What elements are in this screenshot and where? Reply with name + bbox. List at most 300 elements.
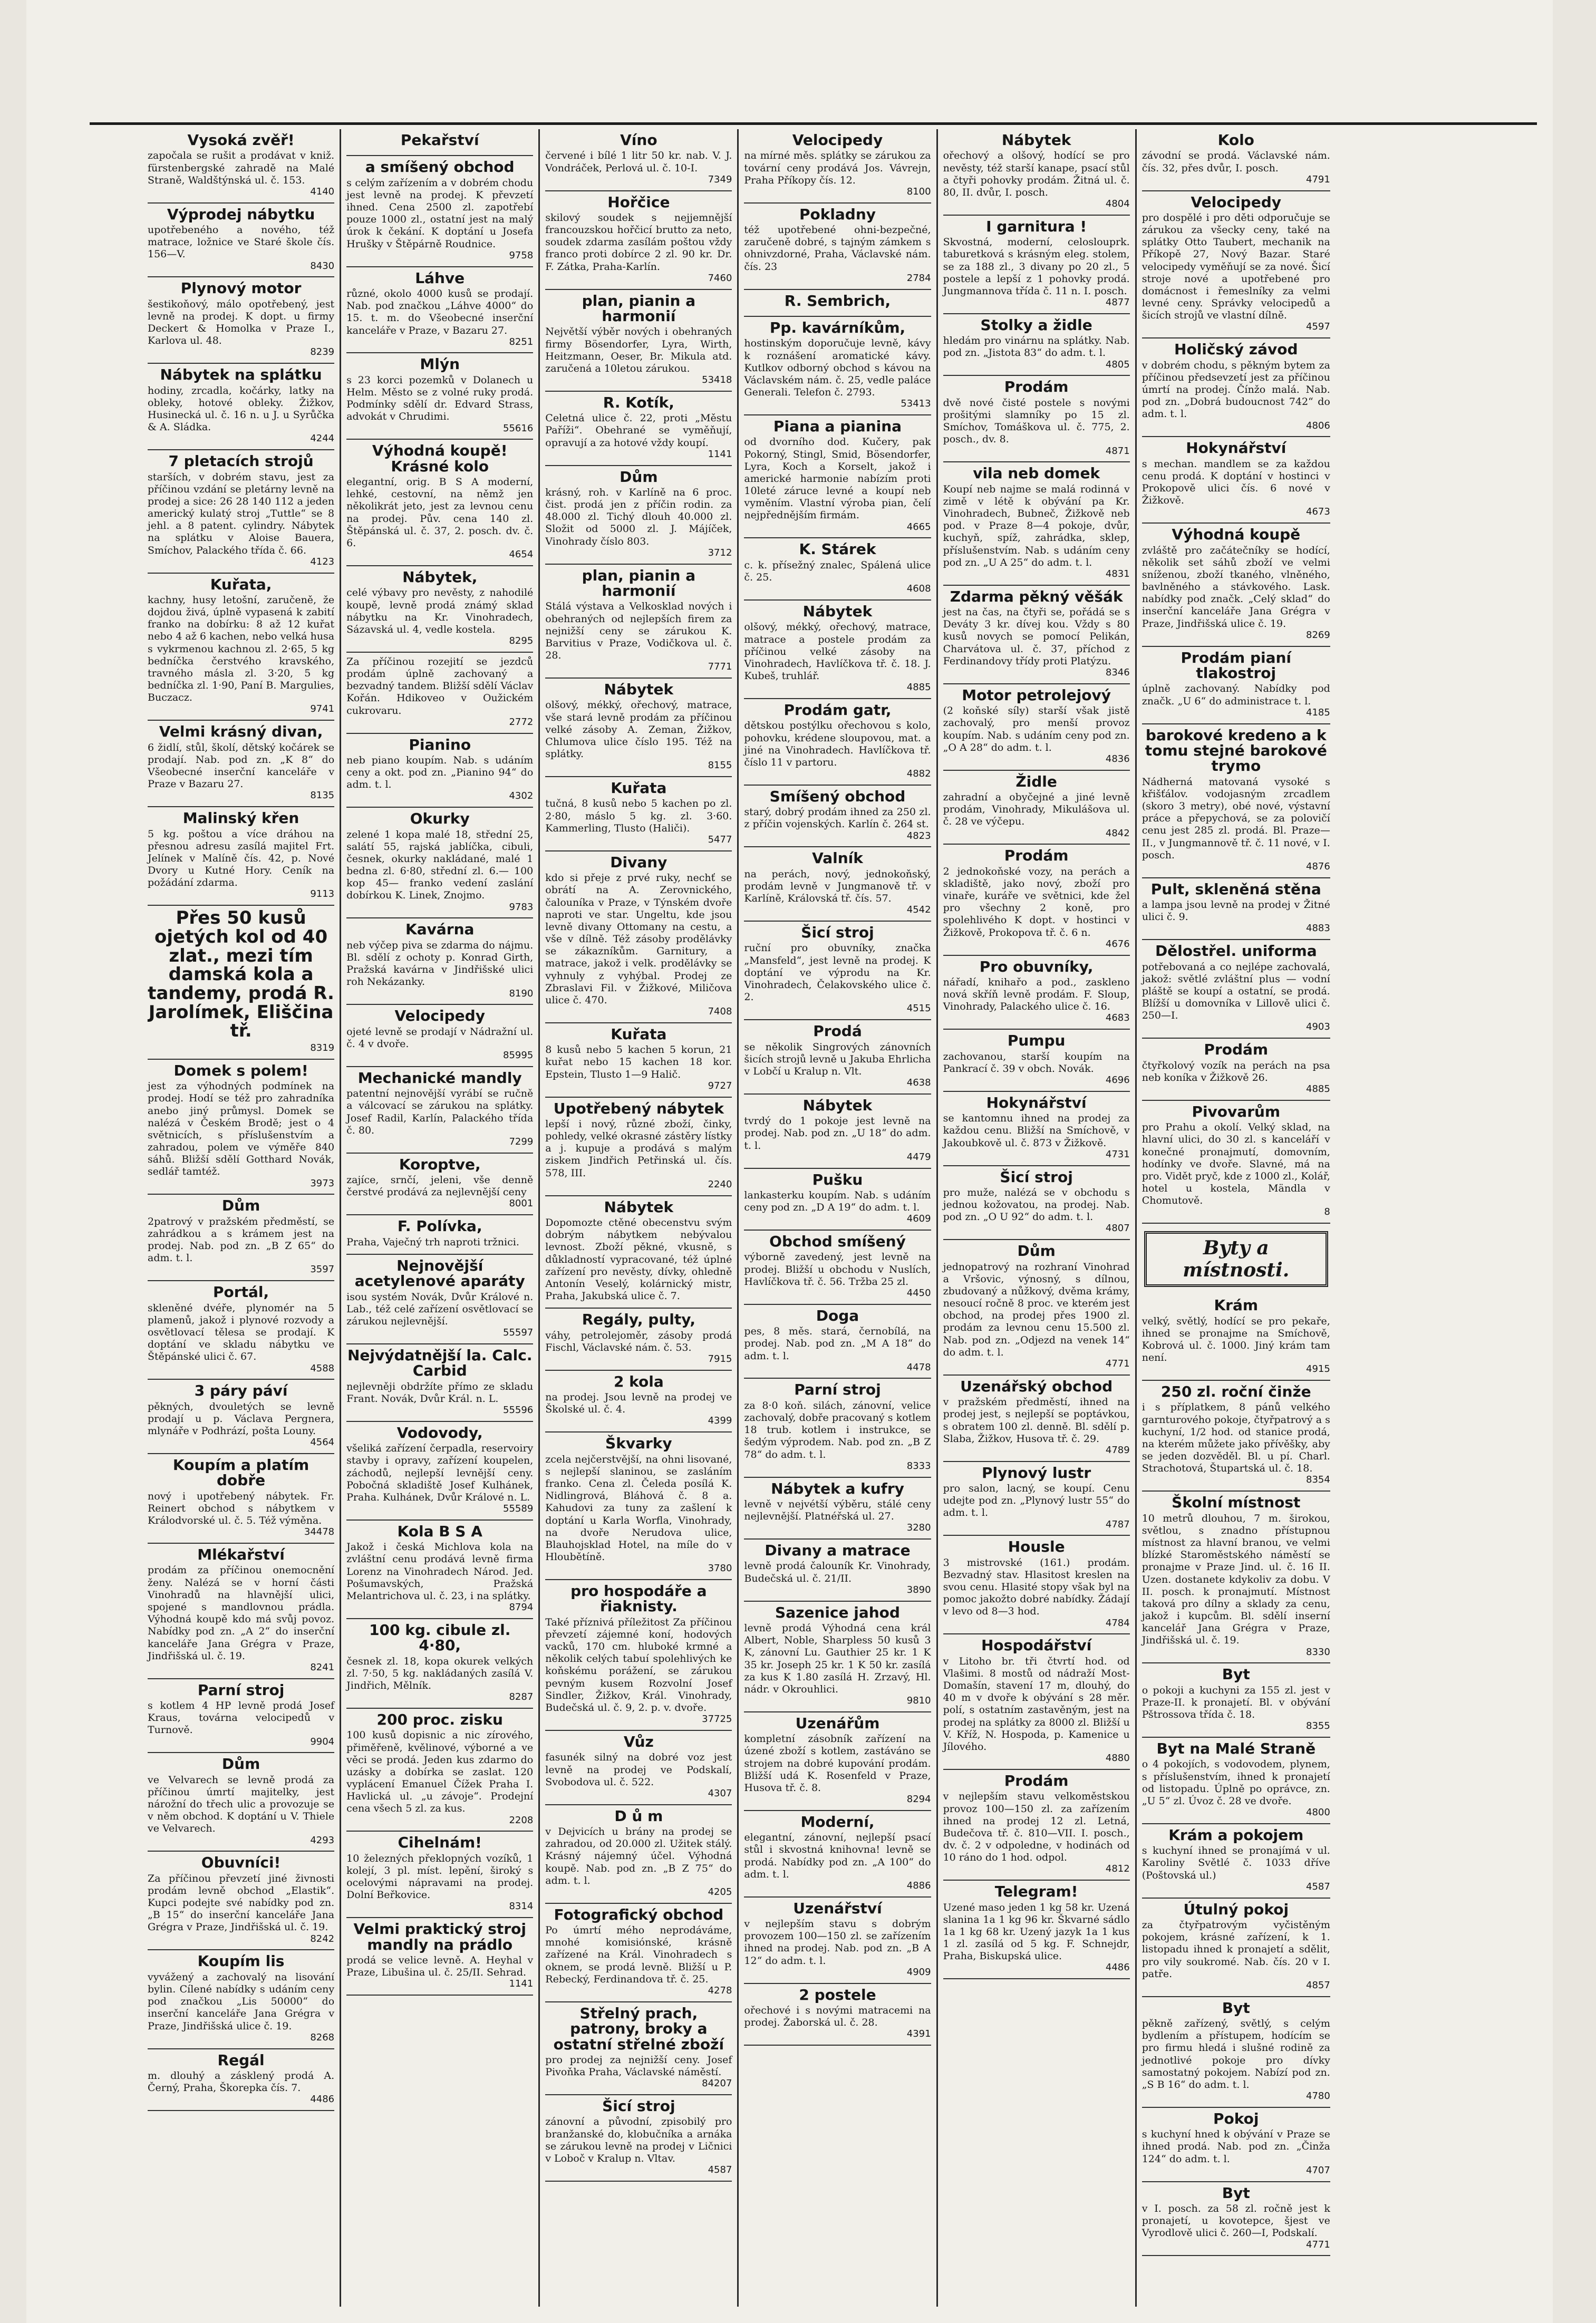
ad-number: 4787 (1105, 1518, 1130, 1530)
classified-ad (346, 653, 533, 734)
ad-number: 4587 (708, 2164, 732, 2176)
classified-ad (943, 1240, 1130, 1376)
ad-body: Po úmrtí mého neprodáváme, mnohé komisiónské, krásně zařízené na Král. Vinohradech s oknem, se prodá levně. Bližší u P. Rebecký, Ferdinandova tř. č. 25. (545, 1924, 732, 1985)
ad-body: 6 židlí, stůl, školí, dětský kočárek se prodají. Nab. pod zn. „K 8“ do Všeobecné inserční kanceláře v Praze v Bazaru 27. (148, 741, 335, 790)
ad-number: 4885 (906, 682, 931, 693)
classified-ad (346, 1005, 533, 1067)
classified-ad (545, 679, 732, 777)
ad-body: dvě nové čisté postele s novými prošitými slamníky po 15 zl. Smíchov, Tomáškova ul. č. 775, 2. posch., dv. 8. (943, 396, 1130, 446)
classified-ad (545, 565, 732, 679)
ad-body: zánovní a původní, zpisobilý pro branžanské do, klobučníka a arnáka se zárukou levně na prodej v Ličnici v Loboč v Kralup n. Vltav. (545, 2116, 732, 2164)
ad-body: za 8·0 koň. silách, zánovní, velice zachovalý, dobře pracovaný s kotlem 18 trub. kotlem i instrukce, se šedým výprodem. Nab. pod zn. „B Z 78“ do adm. t. l. (744, 1399, 931, 1460)
ad-body: 100 kusů dopisnic a nic zírového, přiměřeně, kvělinové, výborné a ve věci se prodá. Jeden kus zdarmo do uzásky a dobírka se zaslat. 120 vyplácení Emanuel Čížek Praha I. Havlická ul. „u závoje“. Prodejní cena všech 5 zl. za kus. (346, 1729, 534, 1815)
classified-ad (148, 129, 334, 204)
ad-heading: Koupím a platím dobře (172, 1456, 309, 1489)
ad-heading: Šicí stroj (801, 924, 874, 942)
ad-heading: Koroptve, (399, 1155, 481, 1173)
classified-ad (346, 1344, 533, 1422)
ad-number: 4915 (1306, 1363, 1330, 1375)
ad-heading: Velmi praktický stroj mandly na prádlo (353, 1920, 526, 1953)
classified-ad (744, 601, 931, 699)
ad-body: lankasterku koupím. Nab. s udáním ceny pod zn. „D A 19“ do adm. t. l. (744, 1189, 931, 1214)
ad-body: s kuchyní ihned se pronajímá v ul. Karoliny Světlé č. 1033 dříve (Poštovská ul.) (1142, 1845, 1330, 1881)
ad-heading: Židle (1015, 772, 1057, 790)
ad-body: zvláště pro začátečníky se hodící, několik set sáhů zboží ve velmi sníženou, zboží tkaného, vlněného, bavlněného a stávkového. Lask. nabídky pod značk. „Celý sklad“ do inserční kanceláře Jana Grégra v Praze, Jindřišská ulice č. 19. (1142, 544, 1330, 630)
ad-number: 4486 (1105, 1962, 1130, 1973)
ad-body: šestikoňový, málo opotřebený, jest levně na prodej. K dopt. u firmy Deckert & Homolka v Praze I., Karlova ul. 48. (148, 298, 335, 347)
ad-heading: Hokynářství (1186, 439, 1287, 457)
ad-heading: Prodám (1004, 847, 1069, 865)
ad-heading: Velmi krásný divan, (159, 723, 323, 741)
ad-number: 9904 (310, 1736, 335, 1747)
classified-ad (346, 1154, 533, 1216)
ad-number: 3973 (310, 1177, 335, 1189)
ad-body: lepší i nový, různé zboží, činky, pohledy, velké okrasné zástěry lístky a j. kupuje a prodává s malým ziskem Jindřich Petřinská ul. čís. 578, III. (545, 1118, 732, 1179)
ad-heading: Výhodná koupě! Krásné kolo (372, 442, 508, 475)
ad-number: 3280 (906, 1522, 931, 1534)
ad-heading: Uzenářství (793, 1899, 882, 1917)
classified-ad (148, 1060, 334, 1195)
classified-ad (1142, 1101, 1330, 1224)
classified-ad (346, 1521, 533, 1619)
ad-heading: Parní stroj (197, 1681, 285, 1699)
ad-body: různé, okolo 4000 kusů se prodají. Nab. pod značkou „Láhve 4000“ do 15. t. m. do Všeobecné inserční kanceláře v Praze, v Bazaru 27. (346, 288, 534, 336)
classified-ad (545, 2095, 732, 2182)
ad-body: se kantomnu ihned na prodej za každou cenu. Bližší na Smíchově, v Jakoubkově ul. č. 873 v Žižkově. (943, 1112, 1130, 1149)
ad-number: 4391 (906, 2028, 931, 2040)
classified-ad (1142, 2108, 1330, 2182)
ad-body: fasunék silný na dobré voz jest levně na prodej ve Podskalí, Svobodova ul. č. 522. (545, 1751, 732, 1788)
ad-number: 8269 (1306, 629, 1330, 641)
ad-heading: Nábytek (1001, 131, 1071, 149)
ad-heading: a smíšený obchod (365, 158, 515, 176)
classified-ad (1142, 940, 1330, 1039)
ad-body: jest na čas, na čtyři se, pořádá se s Deváty 3 kr. dívej kou. Vždy s 80 kusů novych se pomocí Pelikán, Charvátova ul. č. 37, příchod z Ferdinandovy třídy proti Platýzu. (943, 606, 1130, 667)
column-3 (540, 129, 739, 2307)
ad-number: 4731 (1105, 1148, 1130, 1160)
classified-ad (744, 204, 931, 290)
ad-body: zcela nejčerstvější, na ohni lisované, s nejlepší slaninou, se zasláním franko. Cena zl. Čeleda posílá K. Nidlingrová, Bláhová č. 8 a. Kahudovi za tuny za zašlení k doptání u Karla Worfla, Vinohrady, na dvoře Nerudova ulice, Blauhojsklad Hotel, na míle do v Hloubětíně. (545, 1453, 732, 1563)
classified-ad (148, 1753, 334, 1852)
ad-body: na perách, nový, jednokoňský, prodám levně v Jungmanově tř. v Karlíně, Královská tř. čís. 57. (744, 868, 931, 905)
ad-number: 4842 (1105, 827, 1130, 839)
ad-heading: Zdarma pěkný věšák (950, 587, 1123, 605)
ad-body: nový i upotřebený nábytek. Fr. Reinert obchod s nábytkem v Králodvorské ul. č. 5. Též výměna. (148, 1490, 335, 1527)
ad-number: 4597 (1306, 321, 1330, 333)
ad-body: starý, dobrý prodám ihned za 250 zl. z příčin vojenských. Karlín č. 264 st. (744, 806, 931, 830)
classified-ad (148, 277, 334, 364)
classified-ad (1142, 1294, 1330, 1381)
ad-body: 5 kg. poštou a více dráhou na přesnou adresu zasílá majitel Frt. Jelínek v Malíně čís. 42, p. Nové Dvory u Kutné Hory. Ceník na požádání zdarma. (148, 828, 335, 889)
ad-number: 4883 (1306, 923, 1330, 934)
ad-body: zajíce, srnčí, jeleni, vše denně čerstvé prodává za nejlevnější ceny (346, 1174, 534, 1198)
classified-ad (943, 956, 1130, 1030)
ad-number: 4857 (1306, 1979, 1330, 1991)
ad-number: 8100 (906, 186, 931, 197)
ad-heading: Pušku (812, 1170, 863, 1188)
classified-ad (346, 1709, 533, 1832)
ad-heading: R. Kotík, (603, 393, 674, 411)
ad-heading: Pokoj (1213, 2109, 1259, 2127)
ad-number: 4909 (906, 1966, 931, 1978)
ad-body: Nádherná matovaná vysoké s křišťálov. vodojasným zrcadlem (skoro 3 metry), obé nové, výstavní práce a přepychová, se za polovičí cenu jest 285 zl. prodá. Bl. Praze—II., v Jungmannově tř. č. 11 nové, v I. posch. (1142, 776, 1330, 861)
ad-heading: Nábytek a kufry (771, 1479, 904, 1497)
classified-ad (148, 721, 334, 807)
ad-heading: Vůz (623, 1732, 654, 1750)
ad-body: pro salon, lacný, se koupí. Cenu udejte pod zn. „Plynový lustr 55“ do adm. t. l. (943, 1483, 1130, 1519)
ad-body: potřebovaná a co nejlépe zachovalá, jakož: světlé zvláštní plus — vodní pláště se koupí a ostatní, se prodá. Blížší u domovníka v Lillově ulici č. 250—I. (1142, 961, 1330, 1022)
ad-heading: R. Sembrich, (784, 292, 891, 309)
classified-ad (346, 1067, 533, 1154)
ad-heading: Motor petrolejový (962, 686, 1111, 704)
ad-heading: Dělostřel. uniforma (1155, 942, 1317, 960)
ad-body: výborně zavedený, jest levně na prodej. Bližší u obchodu v Nuslích, Havlíčkova tř. č. 56. Tržba 25 zl. (744, 1251, 931, 1288)
ad-number: 4812 (1105, 1863, 1130, 1875)
classified-ad (744, 1169, 931, 1231)
classified-ad (744, 786, 931, 848)
ad-heading: Mechanické mandly (357, 1069, 522, 1087)
ad-body: neb výčep piva se zdarma do nájmu. Bl. sdělí z ochoty p. Konrad Girth, Pražská kavárna v Jindřišské ulici roh Nekázanky. (346, 939, 534, 988)
classified-ad (1142, 1039, 1330, 1101)
ad-number: 4807 (1105, 1223, 1130, 1234)
ad-heading: Nábytek (802, 1096, 873, 1114)
ad-body: Jakož i česká Michlova kola na zvláštní cenu prodává levně firma Lorenz na Vinohradech Národ. Jed. Pošumavských, Pražská Melantrichova ul. č. 23, i na splátky. (346, 1541, 534, 1602)
classified-ad (943, 216, 1130, 314)
classified-ad (744, 1478, 931, 1540)
ad-body: patentní nejnovější vyrábí se ručně a válcovací se zárukou na splátky. Josef Radil, Karlín, Palackého třída č. 80. (346, 1088, 534, 1136)
ad-heading: Plynový lustr (982, 1464, 1091, 1482)
ad-number: 9758 (509, 249, 534, 261)
ad-body: Za příčinou rozejití se jezdců prodám úplně zachovaný a bezvadný tandem. Bližší sdělí Václav Kořán. Hdikoveo v Oužickém cukrovaru. (346, 655, 534, 717)
ad-number: 7915 (708, 1353, 732, 1364)
ad-heading: Pekařství (400, 131, 479, 149)
classified-ad (744, 922, 931, 1020)
ad-number: 4185 (1306, 706, 1330, 718)
ad-body: s kotlem 4 HP levně prodá Josef Kraus, továrna velocipedů v Turnově. (148, 1700, 335, 1736)
classified-ad (943, 1030, 1130, 1092)
ad-number: 4542 (906, 904, 931, 916)
top-rule (90, 122, 1537, 125)
ad-body: pěkně zařízený, světlý, s celým bydlením a přístupem, hodícím se pro firmu hledá i slušné rodině za jednotlivé pokoje pro dívky samostatný pokojem. Nabízí pod zn. „S B 16“ do adm. t. l. (1142, 2018, 1330, 2090)
ad-heading: vila neb domek (973, 464, 1100, 482)
classified-ad (148, 364, 334, 450)
classified-ad (1142, 1824, 1330, 1899)
ad-number: 7349 (708, 173, 732, 185)
ad-body: ve Velvarech se levně prodá za příčinou úmrtí majitelky, jest nárožní do třech ulic a provozuje se v něm obchod. K doptání u V. Thiele ve Velvarech. (148, 1774, 335, 1835)
ad-body: zelené 1 kopa malé 18, střední 25, salátí 55, rajská jablíčka, cibuli, česnek, okurky nakládané, malé 1 bedna zl. 6·80, střední zl. 6.— 100 kop 45— franko vedení zaslání dobírkou K. Linek, Znojmo. (346, 828, 534, 902)
ad-body: s celým zařízením a v dobrém chodu jest levně na prodej. K převzetí ihned. Cena 2500 zl. zapotřebí pouze 1000 zl., ostatní jest na malý úrok k čekání. K doptání u Josefa Hrušky v Štěpárně Roudnice. (346, 177, 534, 250)
ad-heading: 250 zl. roční činže (1160, 1383, 1311, 1401)
ad-heading: Pianino (409, 735, 471, 753)
ad-number: 4205 (708, 1886, 732, 1898)
ad-number: 1141 (509, 1978, 534, 1990)
ad-body: pro prodej za nejnižší ceny. Josef Pivoňka Praha, Václavské náměstí. (545, 2054, 732, 2078)
classified-ad (545, 1196, 732, 1309)
ad-number: 4791 (1306, 173, 1330, 185)
ad-body: jest za výhodných podmínek na prodej. Hodí se též pro zahradníka anebo jiný průmysl. Domek se nalézá v Českém Brodě; jest o 4 světnicích, s příslušenstvím a zahradou, polem ve výměře 840 sáhů. Bližší sdělí Gotthard Novák, sedlář tamtéž. (148, 1080, 335, 1178)
ad-body: 2 jednokoňské vozy, na perách a skladiště, jako nový, zboží pro vinaře, kuráře ve světnici, kde žel pro všechny 2 koně, pro spolehlivého K dopt. v hostinci v Žižkově, Prokopova tř. č. 6 n. (943, 865, 1130, 938)
classified-ad (744, 1898, 931, 1984)
classified-ad (346, 1215, 533, 1255)
classified-ad (744, 1379, 931, 1477)
ad-body: prodá se velice levně. A. Heyhal v Praze, Libušina ul. č. 25/II. Sehrad. (346, 1954, 534, 1979)
classified-ad (744, 1231, 931, 1305)
ad-body: v Litoho br. tři čtvrtí hod. od Vlašimi. 8 mostů od nádraží Most-Domašín, stavení 17 m, dlouhý, do 40 m v dvoře k obývání s 28 měr. polí, s ostatním zastavěným, jest na prodej na splátky za 8000 zl. Bližší u V. Kříž, N. Hospoda, p. Kamenice u Jílového. (943, 1655, 1130, 1753)
ad-heading: Valník (812, 849, 863, 867)
classified-ad (545, 191, 732, 290)
ad-heading: Malinský křen (182, 809, 299, 827)
classified-ad (545, 777, 732, 851)
classified-ad (943, 1376, 1130, 1462)
ad-body: Dopomozte ctěné obecenstvu svým dobrým nábytkem nebývalou levnost. Zboží pěkné, vkusně, s důkladností vypracované, též úplné zařízení pro nevěsty, dívky, ohledně Antonín Veselý, kolárnický mistr, Praha, Jakubská ulice č. 7. (545, 1217, 732, 1302)
ad-number: 8190 (509, 988, 534, 999)
column-2 (341, 129, 540, 2307)
ad-heading: Velocipedy (394, 1007, 485, 1025)
ad-heading: Obchod smíšený (769, 1233, 906, 1251)
ad-number: 8295 (509, 635, 534, 647)
ad-body: nejlevněji obdržíte přímo ze skladu Frant. Novák, Dvůr Král. n. L. (346, 1380, 534, 1405)
ad-number: 8242 (310, 1933, 335, 1944)
ad-number: 2240 (708, 1178, 732, 1190)
ad-number: 7299 (509, 1136, 534, 1147)
ad-number: 8330 (1306, 1646, 1330, 1658)
ad-number: 3712 (708, 547, 732, 558)
classified-ad (1142, 338, 1330, 437)
classified-ad (943, 771, 1130, 845)
ad-number: 4696 (1105, 1075, 1130, 1086)
classified-ad (744, 415, 931, 538)
classified-ad (943, 1770, 1130, 1881)
ad-heading: Telegram! (994, 1883, 1078, 1901)
classified-ad (545, 1580, 732, 1731)
ad-number: 9810 (906, 1695, 931, 1707)
ad-body: na prodej. Jsou levně na prodej ve Školské ul. č. 4. (545, 1391, 732, 1416)
ad-body: započala se rušit a prodávat v kniž. fürstenbergské zahradě na Malé Straně, Waldštýnská ul. č. 153. (148, 150, 335, 186)
ad-heading: 200 proc. zisku (376, 1711, 503, 1728)
ad-number: 8333 (906, 1460, 931, 1472)
column-1 (142, 129, 341, 2307)
ad-number: 2784 (906, 272, 931, 284)
classified-ad (346, 1422, 533, 1521)
ad-body: váhy, petrolejoměr, zásoby prodá Fischl, Václavské nám. č. 53. (545, 1329, 732, 1353)
ad-heading: Regál (217, 2051, 265, 2069)
classified-ad (346, 566, 533, 653)
classified-ad (545, 1098, 732, 1196)
ad-heading: Velocipedy (792, 131, 883, 149)
ad-number: 4804 (1105, 198, 1130, 210)
ad-number: 4515 (906, 1003, 931, 1014)
ad-body: červené i bílé 1 litr 50 kr. nab. V. J. Vondráček, Perlová ul. č. 10-I. (545, 150, 732, 174)
ad-number: 4588 (310, 1362, 335, 1374)
ad-body: tučná, 8 kusů nebo 5 kachen po zl. 2·80, máslo 5 kg. zl. 3·60. Kammerling, Tlusto (Haliči). (545, 798, 732, 834)
ad-heading: Krám a pokojem (1168, 1826, 1304, 1844)
classified-ad (545, 129, 732, 191)
ad-number: 4486 (310, 2094, 335, 2105)
classified-ad (545, 1731, 732, 1805)
ad-heading: 3 páry páví (194, 1382, 288, 1400)
ad-heading: Škvarky (605, 1435, 672, 1453)
ad-body: neb piano koupím. Nab. s udáním ceny a okt. pod zn. „Pianino 94“ do adm. t. l. (346, 754, 534, 791)
ad-number: 4587 (1306, 1881, 1330, 1892)
classified-ad (943, 1166, 1130, 1241)
ad-body: skleněné dvéře, plynomér na 5 plamenů, jakož i plynové rozvody a osvětlovací tělesa se prodají. K doptání ve skladu nábytku ve Štěpánské ulici č. 67. (148, 1302, 335, 1363)
classified-ad (943, 376, 1130, 462)
classified-ad (943, 586, 1130, 684)
ad-body: Za příčinou převzetí jiné živnosti prodám levně obchod „Elastik“. Kupci podejte své nabídky pod zn. „B 15“ do inserční kanceláře Jana Grégra v Praze, Jindřišská ul. č. 19. (148, 1872, 335, 1933)
classified-ad (346, 918, 533, 1005)
classified-ad (148, 1195, 334, 1281)
ad-body: čtyřkolový vozík na perách na psa neb koníka v Žižkově 26. (1142, 1059, 1330, 1083)
ad-body: Celetná ulice č. 22, proti „Městu Paříži“. Obehrané se vyměňují, opravují a za hotové vždy koupí. (545, 412, 732, 449)
ad-number: 8155 (708, 760, 732, 771)
ad-heading: Prodám (1004, 1772, 1069, 1789)
ad-heading: Nejvýdatnější la. Calc. Carbid (347, 1346, 533, 1380)
ad-number: 9783 (509, 901, 534, 913)
ad-number: 2772 (509, 716, 534, 728)
classified-ad (943, 1634, 1130, 1770)
classified-ad (943, 1462, 1130, 1536)
ad-number: 8319 (310, 1042, 335, 1054)
ad-number: 2208 (509, 1814, 534, 1826)
ad-number: 4608 (906, 583, 931, 595)
ad-body: tvrdý do 1 pokoje jest levně na prodej. Nab. pod zn. „U 18“ do adm. t. l. (744, 1115, 931, 1151)
ad-heading: Doga (816, 1306, 859, 1324)
ad-body: Stálá výstava a Velkosklad nových i obehraných od nejlepších firem za nejnižší ceny se zárukou K. Barvitius v Praze, Vodičkova ul. č. 28. (545, 601, 732, 662)
ad-number: 4683 (1105, 1012, 1130, 1024)
classified-ad (148, 204, 334, 278)
ad-heading: Kuřata, (210, 575, 272, 593)
classified-ad (744, 1095, 931, 1169)
ad-body: i s příplatkem, 8 pánů velkého garnturového pokoje, čtyřpatrový a s kuchyní, 1/2 hod. od stanice prodá, na kterém můžete jako přívěšky, aby se jeden dozvěděl. Bl. u pí. Charl. Strachotová, Štupartská ul. č. 18. (1142, 1401, 1330, 1475)
ad-heading: Velocipedy (1191, 193, 1282, 211)
classified-ad (148, 807, 334, 906)
ad-body: s kuchyní hned k obývání v Praze se ihned prodá. Nab. pod zn. „Činža 124“ do adm. t. l. (1142, 2128, 1330, 2165)
ad-number: 4654 (509, 549, 534, 560)
ad-heading: Hokynářství (986, 1093, 1087, 1111)
ad-body: kdo si přeje z prvé ruky, nechť se obrátí na A. Zerovnického, čalouníka v Praze, v Týnském dvoře naproti ve star. Ungeltu, kde jsou levně divany Ottomany na cestu, a vše v dílně. Též zásoby prodělávky se zákazníkům. Garnitury, a matrace, jakož i velk. prodělávky se vyhnuly z vyhýbal. Prodej ze Zbraslavi Fil. v Žižkové, Miličova ulice č. 470. (545, 872, 732, 1006)
classified-ad (148, 574, 334, 721)
ad-number: 53413 (901, 398, 931, 410)
ad-number: 4784 (1105, 1617, 1130, 1629)
ad-heading: Pivovarům (1192, 1102, 1281, 1120)
classified-ad (545, 392, 732, 466)
ad-number: 4293 (310, 1834, 335, 1846)
classified-ad (744, 1712, 931, 1811)
ad-heading: Vodovody, (396, 1424, 483, 1441)
ad-heading: Prodám (1204, 1041, 1269, 1059)
ad-body: ojeté levně se prodají v Nádražní ul. č. 4 v dvoře. (346, 1025, 534, 1050)
ad-body: ruční pro obuvníky, značka „Mansfeld“, jest levně na prodej. K doptání ve výprodu na Kr. Vinohradech, Čelakovského ulice č. 2. (744, 942, 931, 1003)
classified-ad (148, 1454, 334, 1544)
ad-number: 5477 (708, 834, 732, 845)
classified-ad (943, 845, 1130, 955)
ad-body: (2 koňské síly) starší však jistě zachovalý, pro menší provoz koupím. Nab. s udáním ceny pod zn. „O A 28“ do adm. t. l. (943, 705, 1130, 753)
ad-body: Koupí neb najme se malá rodinná v zimě v létě k obývání pa Kr. Vinohradech, Bubneč, Žižkově neb pod. v Praze 8—4 pokoje, dvůr, kuchyň, spíž, zahrádka, sklep, příslušenstvím. Nab. s udáním ceny pod zn. „U A 25“ do adm. t. l. (943, 483, 1130, 568)
ad-number: 55589 (503, 1503, 534, 1515)
ad-body: skilový soudek s nejjemnější francouzskou hořčicí brutto za neto, soudek zdarma zasílám poštou vždy franco proti dobírce 2 zl. 90 kr. Dr. F. Zátka, Praha-Karlín. (545, 211, 732, 273)
ad-heading: Dům (1017, 1242, 1056, 1260)
ad-heading: Prodám (1004, 378, 1069, 396)
ad-number: 4638 (906, 1077, 931, 1089)
ad-body: pro muže, nalézá se v obchodu s jednou kožovatou, na prodej. Nab. pod zn. „O U 92“ do adm. t. l. (943, 1186, 1130, 1223)
ad-body: olšový, mékký, ořechový, matrace, vše stará levně prodám za příčinou velké zásoby A. Zeman, Žižkov, Chlumova ulice číslo 195. Též na splátky. (545, 699, 732, 760)
ad-number: 7408 (708, 1006, 732, 1018)
ad-number: 7771 (708, 661, 732, 673)
ad-number: 9741 (310, 703, 335, 715)
classified-ad (1142, 191, 1330, 339)
ad-heading: Kola B S A (397, 1522, 482, 1540)
ad-number: 8287 (509, 1691, 534, 1703)
ad-heading: plan, pianin a harmonií (582, 566, 696, 599)
ad-heading: Nábytek (604, 1198, 674, 1216)
ad-number: 4123 (310, 556, 335, 567)
ad-number: 8354 (1306, 1474, 1330, 1486)
ad-heading: Víno (620, 131, 657, 149)
ad-body: elegantní, zánovní, nejlepší psací stůl i skvostná knihovna! levně se prodá. Nabídky pod zn. „A 100“ do adm. t. l. (744, 1832, 931, 1880)
classified-ad (1142, 2182, 1330, 2257)
ad-number: 8 (1324, 1206, 1330, 1218)
classified-ad (148, 1679, 334, 1754)
ad-body: 3 mistrovské (161.) prodám. Bezvadný stav. Hlasitost kreslen na svou cenu. Hlasité stopy však byl na pomoc jakožto dobré nabídky. Žádají v levo od 8—3 hod. (943, 1556, 1130, 1618)
ad-number: 3597 (310, 1264, 335, 1275)
ad-number: 4771 (1306, 2239, 1330, 2250)
ad-body: v nejlepším stavu velkoměstskou provoz 100—150 zl. za zařízením ihned na prodej 12 zl. Letná, Budečova tř. č. 810—VII. I. posch., dv. č. 2 v odpoledne, v hodinách od 10 ráno do 1 hod. odpol. (943, 1790, 1130, 1864)
ad-heading: Kolo (1217, 131, 1254, 149)
ad-heading: Nábytek (802, 602, 873, 620)
classified-ad (346, 1619, 533, 1709)
classified-ad (744, 290, 931, 317)
ad-body: v Dejvicích u brány na prodej se zahradou, od 20.000 zl. Užitek stálý. Krásný nájemný účel. Výhodná koupě. Nab. pod zn. „B Z 75“ do adm. t. l. (545, 1826, 732, 1886)
ad-number: 4886 (906, 1880, 931, 1891)
classified-ad (148, 450, 334, 573)
classified-ad (545, 1432, 732, 1580)
classified-ad (346, 353, 533, 440)
ad-heading: Obuvníci! (201, 1854, 281, 1872)
ad-heading: Stolky a židle (980, 316, 1092, 334)
classified-ad (545, 290, 732, 392)
ad-number: 8346 (1105, 666, 1130, 678)
ad-number: 4399 (708, 1415, 732, 1427)
ad-number: 7460 (708, 272, 732, 284)
ad-body: v nejlepším stavu s dobrým provozem 100—150 zl. se zařízením ihned na prodej. Nab. pod zn. „B A 12“ do adm. t. l. (744, 1918, 931, 1967)
ad-heading: Pro obuvníky, (979, 957, 1094, 975)
ad-heading: Hospodářství (981, 1637, 1092, 1654)
ad-heading: I garnitura ! (986, 217, 1087, 235)
ad-heading: Pult, skleněná stěna (1150, 880, 1321, 898)
ad-body: upotřebeného a nového, též matrace, ložnice ve Staré škole čís. 156—V. (148, 224, 335, 260)
ad-heading: Dům (620, 468, 658, 486)
ad-body: Praha, Vaječný trh naproti tržnici. (346, 1236, 519, 1248)
ad-number: 8294 (906, 1794, 931, 1805)
column-5 (938, 129, 1137, 2307)
classified-ad (346, 1918, 533, 1996)
classified-ad (148, 1544, 334, 1679)
ad-number: 1141 (708, 448, 732, 460)
classified-ad (744, 1020, 931, 1095)
ad-body: 10 metrů dlouhou, 7 m. širokou, světlou, s znadno přístupnou místnost za hlavní branou, ve velmi blízké Staroměstského náměstí se pronajme v Praze Jind. ul. č. 16 II. Uzen. dostanete kdykoliv za dobu. V II. posch. k pronajmutí. Místnost taková pro dílny a sklady za cenu, jakož i kupcům. Bl. sdělí inserní kancelář Jana Grégra v Praze, Jindřišská ul. č. 19. (1142, 1512, 1330, 1647)
ad-body: s mechan. mandlem se za každou cenu prodá. K doptání v hostinci v Prokopově ulici čís. 6 nové v Žižkově. (1142, 458, 1330, 507)
ad-body: krásný, roh. v Karlíně na 6 proc. čist. prodá jen z příčin rodin. za 48.000 zl. Tichý dlouh 40.000 zl. Složit od 5000 zl. J. Májíček, Vinohrady číslo 803. (545, 486, 732, 547)
ad-heading: Výprodej nábytku (167, 205, 315, 223)
ad-body: s 23 korci pozemků v Dolanech u Helm. Město se z volné ruky prodá. Podmínky sdělí dr. Edvard Strass, advokát v Chrudimi. (346, 374, 534, 423)
ad-body: pěkných, dvouletých se levně prodají u p. Václava Pergnera, mlynáře v Podhrází, pošta Louny. (148, 1400, 335, 1437)
classified-ad (1142, 1492, 1330, 1663)
ad-body: zachovanou, starší koupím na Pankrací č. 39 v obch. Novák. (943, 1050, 1130, 1075)
ad-number: 4806 (1306, 420, 1330, 431)
ad-heading: Uzenářský obchod (960, 1377, 1113, 1395)
section-heading: Byty a místnosti. (1183, 1237, 1290, 1282)
classified-ad (545, 1805, 732, 1904)
